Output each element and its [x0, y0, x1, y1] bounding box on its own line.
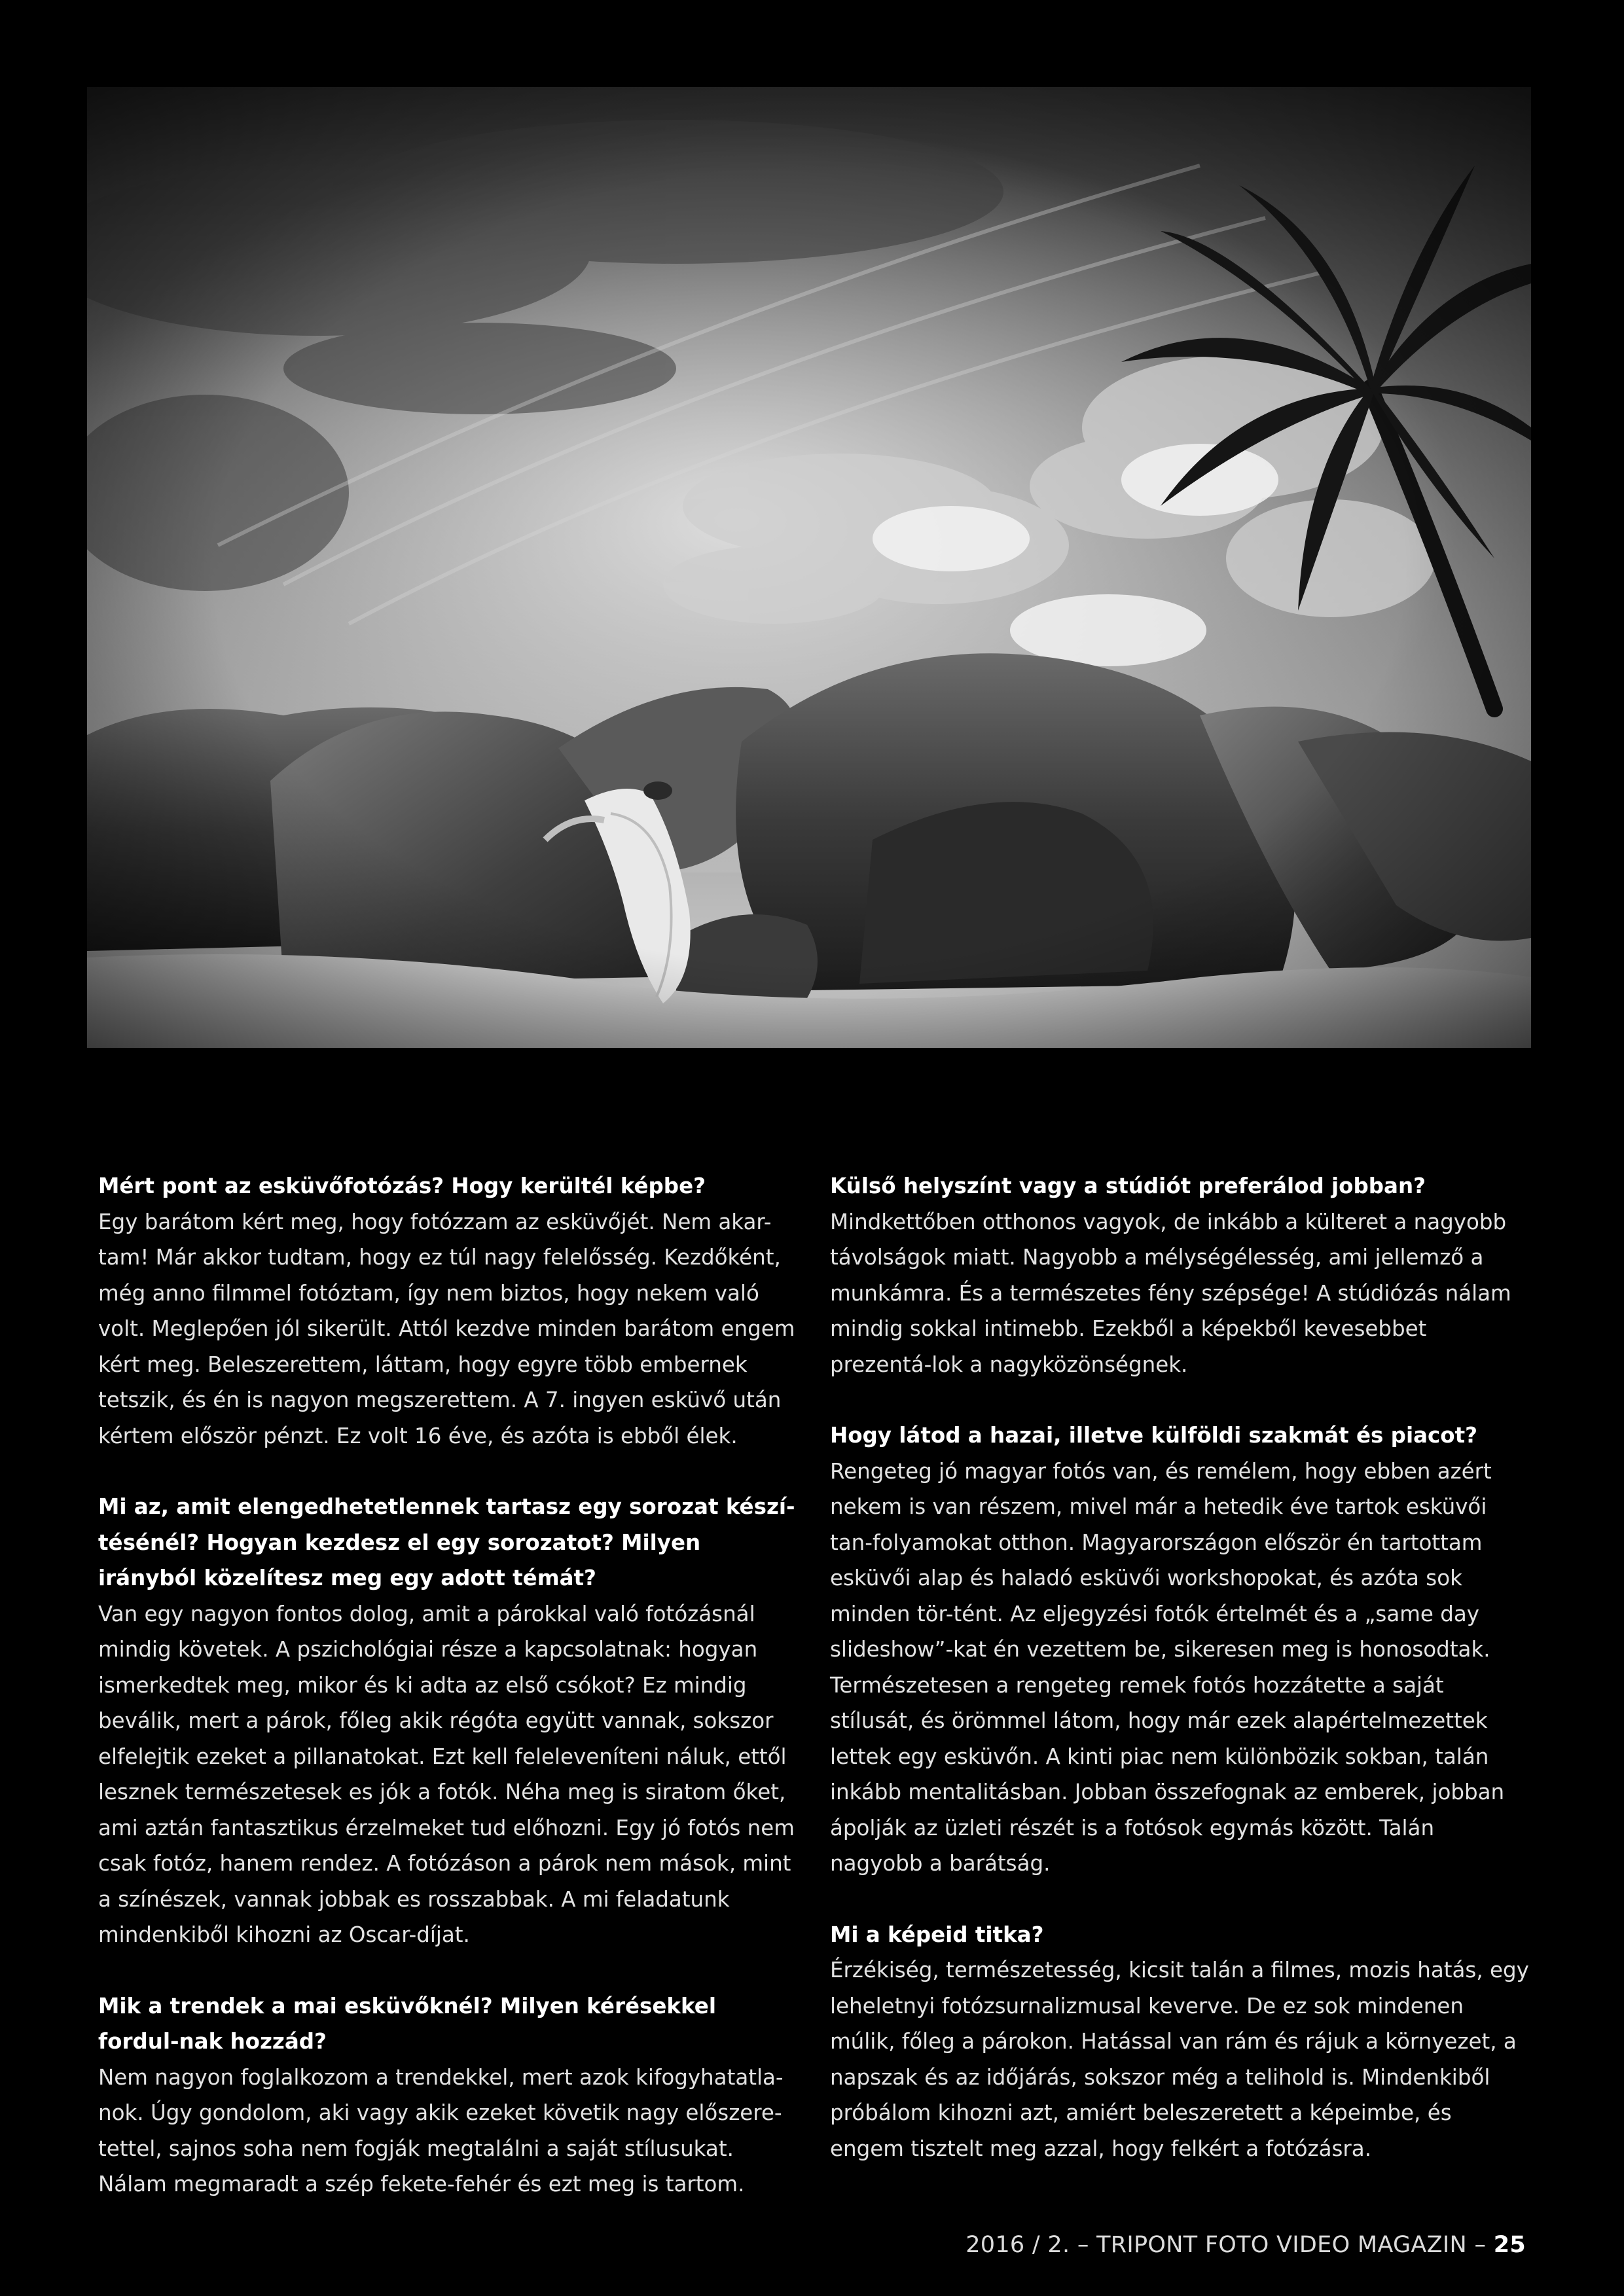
- qa-block: [830, 1917, 1532, 2167]
- interview-question: Mért pont az esküvőfotózás? Hogy kerültél képbe?: [98, 1174, 706, 1198]
- right-column: [830, 1168, 1532, 2202]
- photo-illustration: [87, 87, 1531, 1048]
- interview-answer: Nem nagyon foglalkozom a trendekkel, mert azok kifogyhatatla-nok. Úgy gondolom, aki vagy akik ezeket követik nagy előszere-tettel, sajnos soha nem fogják megtalálni a saját stílusukat. Nálam megmaradt a szép fekete-fehér és ezt meg is tartom.: [98, 2064, 784, 2197]
- interview-answer: Egy barátom kért meg, hogy fotózzam az esküvőjét. Nem akar-tam! Már akkor tudtam, hogy ez túl nagy felelősség. Kezdőként, még anno filmmel fotóztam, így nem biztos, hogy nekem való volt. Meglepően jól sikerült. Attól kezdve minden barátom engem kért meg. Beleszerettem, láttam, hogy egyre több embernek tetszik, és én is nagyon megszerettem. A 7. ingyen esküvő után kértem először pénzt. Ez volt 16 éve, és azóta is ebből élek.: [98, 1209, 795, 1448]
- interview-question: Mik a trendek a mai esküvőknél? Milyen kérésekkel fordul-nak hozzád?: [98, 1993, 716, 2054]
- interview-answer: Érzékiség, természetesség, kicsit talán a filmes, mozis hatás, egy leheletnyi fotózsurnalizmusal keverve. De ez sok mindenen múlik, főleg a párokon. Hatással van rám és rájuk a környezet, a napszak és az időjárás, sokszor még a telihold is. Mindenkiből próbálom kihozni azt, amiért beleszeretett a képeimbe, és engem tisztelt meg azzal, hogy felkért a fotózásra.: [830, 1958, 1529, 2161]
- interview-answer: Van egy nagyon fontos dolog, amit a párokkal való fotózásnál mindig követek. A pszichológiai része a kapcsolatnak: hogyan ismerkedtek meg, mikor és ki adta az első csókot? Ez mindig beválik, mert a párok, főleg akik régóta együtt vannak, sokszor elfelejtik ezeket a pillanatokat. Ezt kell feleleveníteni náluk, ettől lesznek természetesek es jók a fotók. Néha meg is siratom őket, ami aztán fantasztikus érzelmeket tud előhozni. Egy jó fotós nem csak fotóz, hanem rendez. A fotózáson a párok nem mások, mint a színészek, vannak jobbak es rosszabbak. A mi feladatunk mindenkiből kihozni az Oscar-díjat.: [98, 1601, 795, 1947]
- interview-question: Külső helyszínt vagy a stúdiót preferálod jobban?: [830, 1174, 1426, 1198]
- qa-block: [98, 1168, 800, 1454]
- left-column: [98, 1168, 800, 2238]
- interview-answer: Rengeteg jó magyar fotós van, és remélem, hogy ebben azért nekem is van részem, mivel már a hetedik éve tartok esküvői tan-folyamokat otthon. Magyarországon először én tartottam esküvői alap és haladó esküvői workshopokat, és azóta sok minden tör-tént. Az eljegyzési fotók értelmét és a „same day slideshow”-kat én vezettem be, sikeresen meg is honosodtak. Természetesen a rengeteg remek fotós hozzátette a saját stílusát, és örömmel látom, hogy már ezek alapértelmezettek lettek egy esküvőn. A kinti piac nem különbözik sokban, talán inkább mentalitásban. Jobban összefognak az emberek, jobban ápolják az üzleti részét is a fotósok egymás között. Talán nagyobb a barátság.: [830, 1458, 1505, 1876]
- interview-question: Hogy látod a hazai, illetve külföldi szakmát és piacot?: [830, 1423, 1477, 1448]
- qa-block: [98, 1988, 800, 2202]
- interview-answer: Mindkettőben otthonos vagyok, de inkább a külteret a nagyobb távolságok miatt. Nagyobb a mélységélesség, ami jellemző a munkámra. És a természetes fény szépsége! A stúdiózás nálam mindig sokkal intimebb. Ezekből a képekből kevesebbet prezentá-lok a nagyközönségnek.: [830, 1209, 1511, 1377]
- page-number: 25: [1493, 2232, 1526, 2258]
- interview-question: Mi a képeid titka?: [830, 1922, 1044, 1947]
- issue-label: 2016 / 2. – TRIPONT FOTO VIDEO MAGAZIN –: [965, 2232, 1494, 2258]
- qa-block: [830, 1168, 1532, 1382]
- page-footer: [965, 2232, 1526, 2258]
- qa-block: [98, 1489, 800, 1953]
- interview-question: Mi az, amit elengedhetetlennek tartasz egy sorozat készí-tésénél? Hogyan kezdesz el egy sorozatot? Milyen irányból közelítesz meg egy adott témát?: [98, 1494, 795, 1590]
- qa-block: [830, 1418, 1532, 1882]
- beach-rocks-photo: [87, 87, 1531, 1048]
